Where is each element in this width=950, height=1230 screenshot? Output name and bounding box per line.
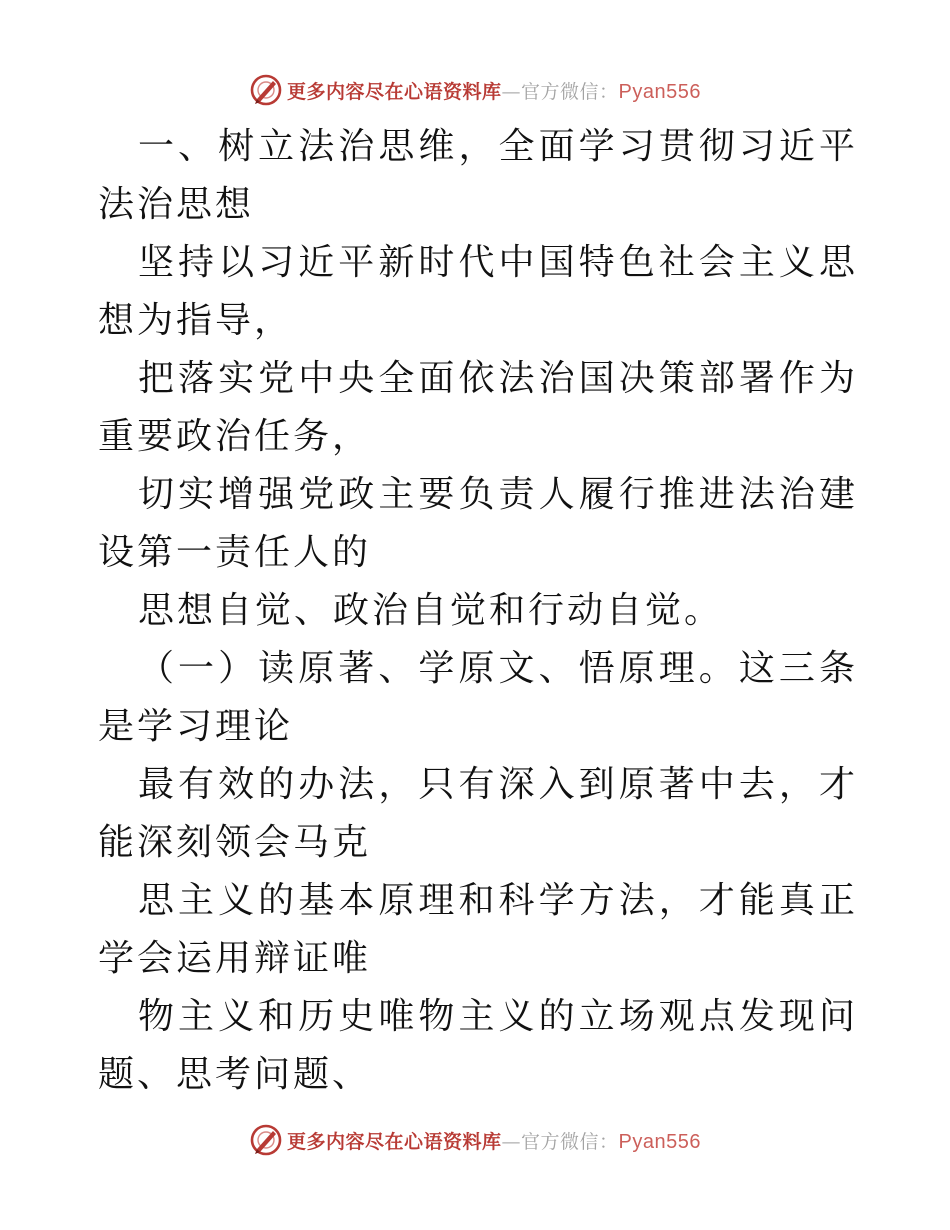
paragraph-subheading: （一）读原著、学原文、悟原理。这三条是学习理论 <box>98 648 858 747</box>
header-banner <box>0 70 950 110</box>
banner-wechat-id: Pyan556 <box>618 80 701 103</box>
banner-text <box>287 77 701 104</box>
pen-logo-icon <box>249 73 283 107</box>
banner-brand: 更多内容尽在心语资料库 <box>287 1130 502 1153</box>
paragraph-heading: 一、树立法治思维，全面学习贯彻习近平法治思想 <box>98 126 858 225</box>
paragraph: 物主义和历史唯物主义的立场观点发现问题、思考问题、 <box>98 996 858 1095</box>
paragraph: 最有效的办法，只有深入到原著中去，才能深刻领会马克 <box>98 764 858 863</box>
banner-text <box>287 1127 701 1154</box>
banner-label: 官方微信： <box>521 80 619 103</box>
banner-dash: — <box>501 1130 522 1153</box>
paragraph: 坚持以习近平新时代中国特色社会主义思想为指导， <box>98 242 858 341</box>
banner-dash: — <box>501 80 522 103</box>
banner-wechat-id: Pyan556 <box>618 1130 701 1153</box>
paragraph: 思主义的基本原理和科学方法，才能真正学会运用辩证唯 <box>98 880 858 979</box>
paragraph: 切实增强党政主要负责人履行推进法治建设第一责任人的 <box>98 474 858 573</box>
pen-logo-icon <box>249 1123 283 1157</box>
banner-label: 官方微信： <box>521 1130 619 1153</box>
footer-banner <box>0 1120 950 1160</box>
banner-brand: 更多内容尽在心语资料库 <box>287 80 502 103</box>
document-body <box>98 118 858 1104</box>
paragraph: 把落实党中央全面依法治国决策部署作为重要政治任务， <box>98 358 858 457</box>
paragraph: 思想自觉、政治自觉和行动自觉。 <box>138 590 724 631</box>
